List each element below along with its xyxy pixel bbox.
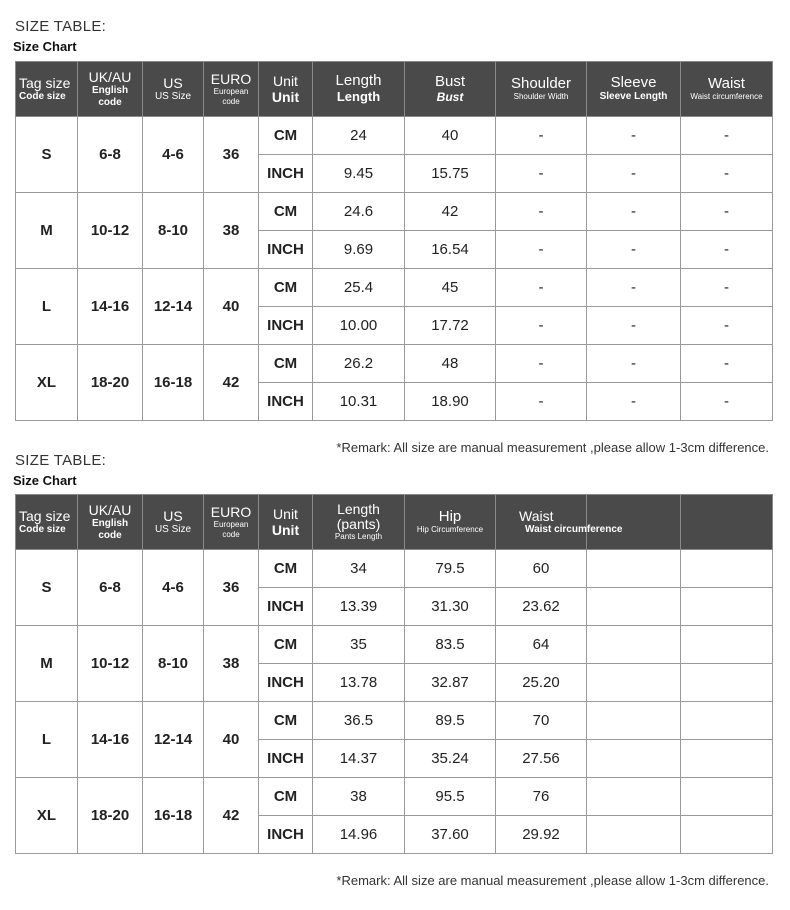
measure-value: -: [587, 307, 681, 345]
measure-value: 10.31: [313, 383, 405, 421]
unit-label: CM: [259, 778, 313, 816]
header-sleeve: Sleeve Sleeve Length: [587, 62, 681, 117]
measure-value: 35.24: [405, 740, 496, 778]
measure-value: 14.96: [313, 816, 405, 854]
measure-value: 15.75: [405, 155, 496, 193]
measure-value: 18.90: [405, 383, 496, 421]
header-row: [16, 495, 773, 550]
unit-label: CM: [259, 702, 313, 740]
measure-value: 26.2: [313, 345, 405, 383]
measure-value: -: [496, 345, 587, 383]
measure-value: -: [681, 269, 773, 307]
size-label: S: [16, 117, 78, 193]
section-title: SIZE TABLE:: [15, 452, 107, 469]
measure-value: [681, 816, 773, 854]
measure-value: 9.69: [313, 231, 405, 269]
measure-value: 89.5: [405, 702, 496, 740]
uk-au-code: 6-8: [78, 550, 143, 626]
measure-value: [587, 664, 681, 702]
header-tag-size: Tag size Code size: [16, 62, 78, 117]
unit-label: INCH: [259, 307, 313, 345]
measure-value: 27.56: [496, 740, 587, 778]
measure-value: -: [496, 117, 587, 155]
uk-au-code: 14-16: [78, 702, 143, 778]
measure-value: 10.00: [313, 307, 405, 345]
measure-value: [587, 778, 681, 816]
header-us: US US Size: [143, 495, 204, 550]
measure-value: 76: [496, 778, 587, 816]
us-code: 8-10: [143, 193, 204, 269]
measure-value: -: [681, 193, 773, 231]
measure-value: 32.87: [405, 664, 496, 702]
header-uk-au: UK/AU English code: [78, 495, 143, 550]
measure-value: 48: [405, 345, 496, 383]
measure-value: 16.54: [405, 231, 496, 269]
section-title: SIZE TABLE:: [15, 18, 107, 35]
size-label: M: [16, 626, 78, 702]
measure-value: 60: [496, 550, 587, 588]
euro-code: 38: [204, 626, 259, 702]
size-label: S: [16, 550, 78, 626]
header-hip: Hip Hip Circumference: [405, 495, 496, 550]
table-row: [16, 193, 773, 231]
euro-code: 38: [204, 193, 259, 269]
unit-label: INCH: [259, 231, 313, 269]
euro-code: 42: [204, 345, 259, 421]
euro-code: 40: [204, 702, 259, 778]
header-bust: Bust Bust: [405, 62, 496, 117]
measure-value: [587, 626, 681, 664]
measure-value: [587, 588, 681, 626]
section-subtitle: Size Chart: [13, 39, 77, 54]
euro-code: 36: [204, 117, 259, 193]
measure-value: 42: [405, 193, 496, 231]
measure-value: 24: [313, 117, 405, 155]
unit-label: INCH: [259, 664, 313, 702]
measure-value: 35: [313, 626, 405, 664]
measure-value: [681, 702, 773, 740]
measure-value: -: [681, 383, 773, 421]
measure-value: 37.60: [405, 816, 496, 854]
size-table-tops: [15, 61, 773, 421]
uk-au-code: 10-12: [78, 626, 143, 702]
measure-value: [681, 778, 773, 816]
measure-value: 45: [405, 269, 496, 307]
header-waist: Waist Waist circumference: [681, 62, 773, 117]
measure-value: [681, 626, 773, 664]
measure-value: [587, 740, 681, 778]
measure-value: 79.5: [405, 550, 496, 588]
table-row: [16, 117, 773, 155]
table-row: [16, 626, 773, 664]
measure-value: 13.39: [313, 588, 405, 626]
remark-note: *Remark: All size are manual measurement ,please allow 1-3cm difference.: [336, 873, 769, 888]
measure-value: -: [496, 155, 587, 193]
us-code: 16-18: [143, 778, 204, 854]
table-row: [16, 778, 773, 816]
header-us: US US Size: [143, 62, 204, 117]
measure-value: -: [681, 231, 773, 269]
measure-value: -: [496, 231, 587, 269]
size-label: XL: [16, 345, 78, 421]
header-unit: Unit Unit: [259, 62, 313, 117]
measure-value: 9.45: [313, 155, 405, 193]
measure-value: 25.4: [313, 269, 405, 307]
unit-label: CM: [259, 193, 313, 231]
euro-code: 40: [204, 269, 259, 345]
header-shoulder: Shoulder Shoulder Width: [496, 62, 587, 117]
remark-note: *Remark: All size are manual measurement ,please allow 1-3cm difference.: [336, 440, 769, 455]
measure-value: 23.62: [496, 588, 587, 626]
us-code: 12-14: [143, 269, 204, 345]
us-code: 8-10: [143, 626, 204, 702]
table-row: [16, 702, 773, 740]
euro-code: 42: [204, 778, 259, 854]
euro-code: 36: [204, 550, 259, 626]
measure-value: 25.20: [496, 664, 587, 702]
uk-au-code: 18-20: [78, 778, 143, 854]
measure-value: 34: [313, 550, 405, 588]
measure-value: [587, 702, 681, 740]
measure-value: [681, 588, 773, 626]
measure-value: -: [587, 117, 681, 155]
measure-value: -: [496, 383, 587, 421]
measure-value: [681, 550, 773, 588]
header-waist: Waist Waist circumference: [496, 495, 587, 550]
size-label: L: [16, 702, 78, 778]
us-code: 4-6: [143, 117, 204, 193]
measure-value: [681, 664, 773, 702]
size-label: M: [16, 193, 78, 269]
uk-au-code: 18-20: [78, 345, 143, 421]
unit-label: CM: [259, 626, 313, 664]
measure-value: -: [496, 307, 587, 345]
us-code: 4-6: [143, 550, 204, 626]
table-row: [16, 269, 773, 307]
header-unit: Unit Unit: [259, 495, 313, 550]
unit-label: INCH: [259, 588, 313, 626]
unit-label: INCH: [259, 383, 313, 421]
measure-value: 64: [496, 626, 587, 664]
us-code: 12-14: [143, 702, 204, 778]
header-row: [16, 62, 773, 117]
header-empty: [681, 495, 773, 550]
uk-au-code: 6-8: [78, 117, 143, 193]
measure-value: -: [496, 269, 587, 307]
measure-value: 36.5: [313, 702, 405, 740]
measure-value: 29.92: [496, 816, 587, 854]
measure-value: 83.5: [405, 626, 496, 664]
measure-value: -: [587, 345, 681, 383]
measure-value: 95.5: [405, 778, 496, 816]
measure-value: -: [681, 345, 773, 383]
measure-value: 13.78: [313, 664, 405, 702]
measure-value: [587, 550, 681, 588]
header-length-pants: Length (pants) Pants Length: [313, 495, 405, 550]
size-label: XL: [16, 778, 78, 854]
unit-label: CM: [259, 269, 313, 307]
measure-value: -: [587, 193, 681, 231]
header-euro: EURO European code: [204, 62, 259, 117]
table-row: [16, 345, 773, 383]
measure-value: -: [681, 155, 773, 193]
measure-value: 17.72: [405, 307, 496, 345]
measure-value: 38: [313, 778, 405, 816]
measure-value: -: [681, 117, 773, 155]
header-empty: [587, 495, 681, 550]
measure-value: -: [587, 269, 681, 307]
measure-value: 40: [405, 117, 496, 155]
header-tag-size: Tag size Code size: [16, 495, 78, 550]
header-length: Length Length: [313, 62, 405, 117]
unit-label: CM: [259, 550, 313, 588]
measure-value: [587, 816, 681, 854]
uk-au-code: 14-16: [78, 269, 143, 345]
table-row: [16, 550, 773, 588]
unit-label: CM: [259, 117, 313, 155]
measure-value: -: [587, 383, 681, 421]
unit-label: INCH: [259, 155, 313, 193]
unit-label: INCH: [259, 816, 313, 854]
measure-value: 14.37: [313, 740, 405, 778]
size-label: L: [16, 269, 78, 345]
uk-au-code: 10-12: [78, 193, 143, 269]
size-table-pants: [15, 494, 773, 854]
measure-value: -: [587, 231, 681, 269]
measure-value: 70: [496, 702, 587, 740]
measure-value: -: [496, 193, 587, 231]
unit-label: CM: [259, 345, 313, 383]
header-euro: EURO European code: [204, 495, 259, 550]
section-subtitle: Size Chart: [13, 473, 77, 488]
measure-value: -: [587, 155, 681, 193]
measure-value: -: [681, 307, 773, 345]
measure-value: 31.30: [405, 588, 496, 626]
us-code: 16-18: [143, 345, 204, 421]
unit-label: INCH: [259, 740, 313, 778]
measure-value: [681, 740, 773, 778]
measure-value: 24.6: [313, 193, 405, 231]
header-uk-au: UK/AU English code: [78, 62, 143, 117]
